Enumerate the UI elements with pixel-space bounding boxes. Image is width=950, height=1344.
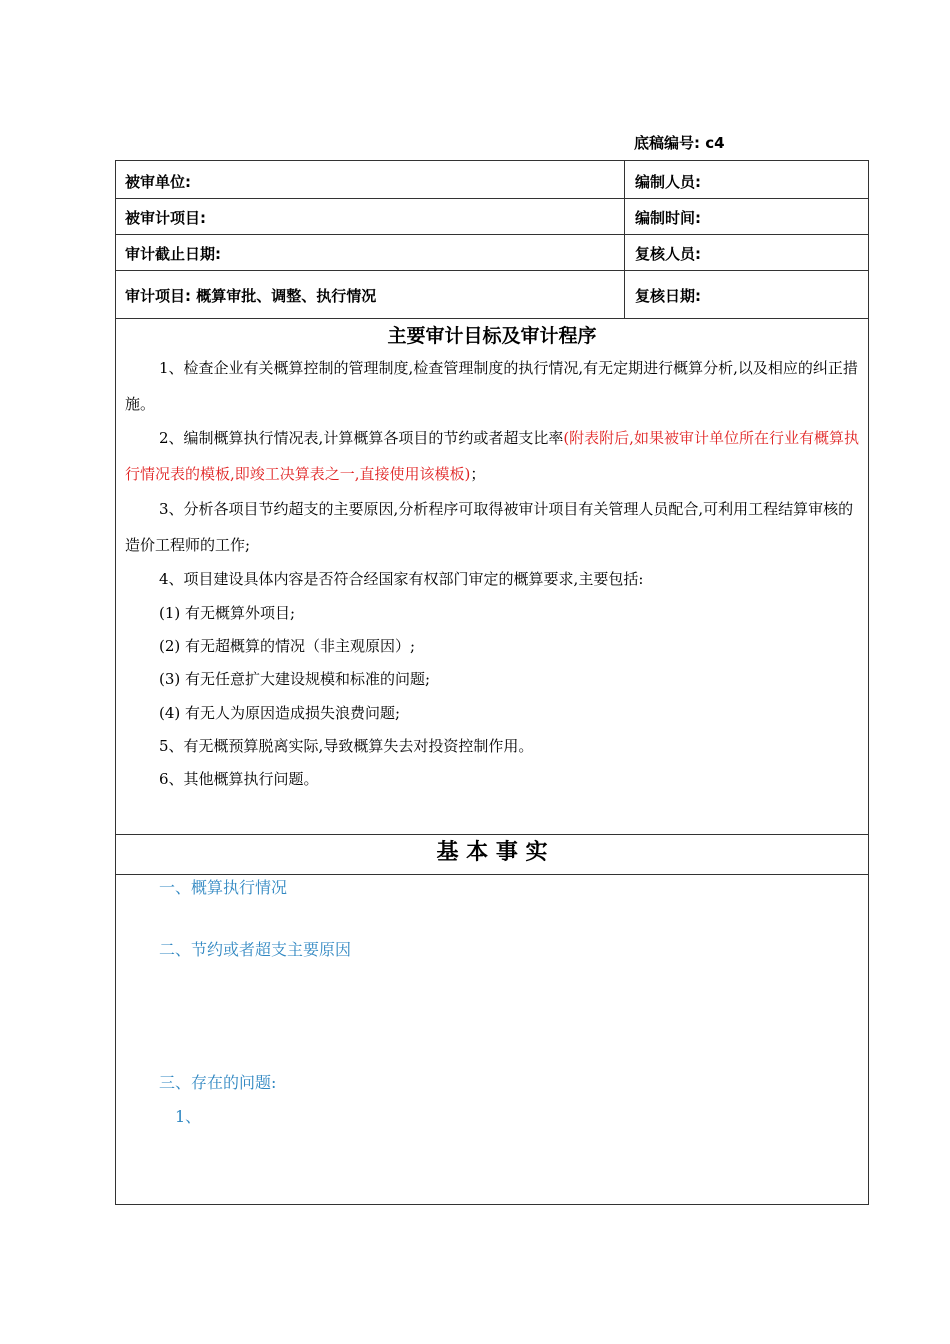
objective-paragraph-6: 6、其他概算执行问题。 (159, 770, 319, 788)
fact-heading-reasons: 二、节约或者超支主要原因 (159, 940, 352, 959)
section-divider (116, 834, 868, 835)
objective-paragraph-4: 4、项目建设具体内容是否符合经国家有权部门审定的概算要求,主要包括: (159, 570, 644, 588)
fact-heading-issues: 三、存在的问题: (159, 1073, 277, 1092)
objective-paragraph-3: 3、分析各项目节约超支的主要原因,分析程序可取得被审计项目有关管理人员配合,可利用工程结算审核的造价工程师的工作; (125, 500, 854, 554)
reviewer-label: 复核人员: (635, 245, 701, 263)
cutoff-date-label: 审计截止日期: (125, 245, 221, 263)
column-divider (624, 161, 625, 318)
preparer-label: 编制人员: (635, 173, 701, 191)
objectives-title: 主要审计目标及审计程序 (387, 325, 597, 347)
audited-unit-label: 被审单位: (125, 173, 191, 191)
audit-item-label: 审计项目: 概算审批、调整、执行情况 (125, 287, 377, 305)
audited-project-label: 被审计项目: (125, 209, 206, 227)
review-date-label: 复核日期: (635, 287, 701, 305)
objective-sub-item-3: (3) 有无任意扩大建设规模和标准的问题; (159, 670, 431, 688)
objective-paragraph-2 (125, 420, 861, 492)
objective-paragraph-2-text: 2、编制概算执行情况表,计算概算各项目的节约或者超支比率 (159, 429, 564, 447)
audit-worksheet-table (115, 160, 869, 1205)
fact-heading-execution: 一、概算执行情况 (159, 878, 288, 897)
objective-paragraph-2-tail: ； (470, 465, 486, 483)
objective-paragraph-1: 1、检查企业有关概算控制的管理制度,检查管理制度的执行情况,有无定期进行概算分析,以及相应的纠正措施。 (125, 359, 858, 413)
draft-number: 底稿编号: c4 (634, 134, 725, 152)
objective-paragraph-5: 5、有无概预算脱离实际,导致概算失去对投资控制作用。 (159, 737, 534, 755)
objective-paragraph-2-note: (附表附后,如果被审计单位所在行业有概算执行情况表的模板,即竣工决算表之一,直接使用该模板) (125, 429, 859, 483)
objective-sub-item-1: (1) 有无概算外项目; (159, 604, 296, 622)
prepared-time-label: 编制时间: (635, 209, 701, 227)
objective-sub-item-4: (4) 有无人为原因造成损失浪费问题; (159, 704, 401, 722)
objective-sub-item-2: (2) 有无超概算的情况（非主观原因）; (159, 637, 416, 655)
fact-issue-item-1: 1、 (175, 1107, 202, 1126)
facts-title: 基 本 事 实 (436, 840, 548, 865)
row-divider (116, 198, 868, 199)
row-divider (116, 318, 868, 319)
row-divider (116, 234, 868, 235)
row-divider (116, 270, 868, 271)
